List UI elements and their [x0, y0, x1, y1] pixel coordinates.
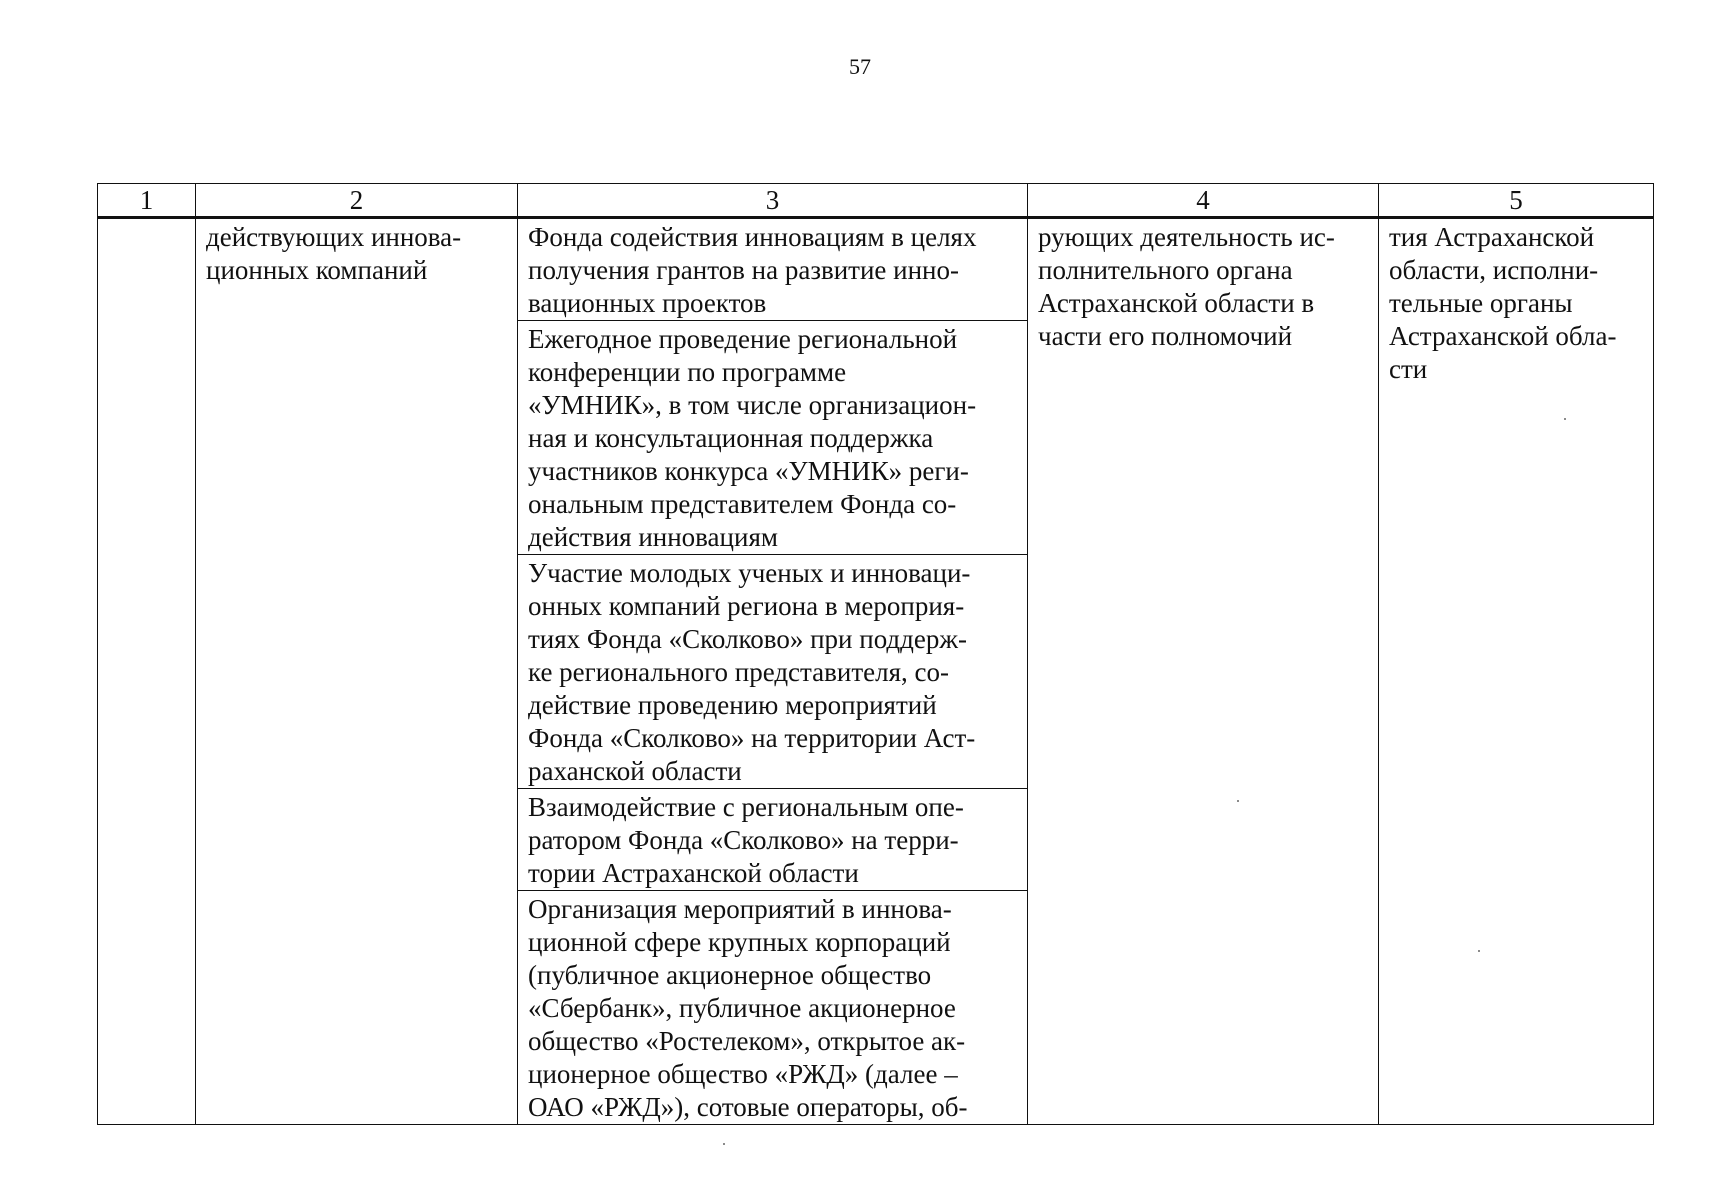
scan-speck [1478, 950, 1480, 952]
cell-col5-text: тия Астраханской области, исполни- тельные органы Астраханской обла- сти [1389, 222, 1617, 384]
cell-col3-item-3 [518, 555, 1028, 789]
cell-col3-item-1 [518, 218, 1028, 321]
cell-col3-item-2 [518, 321, 1028, 555]
document-table [97, 183, 1654, 1125]
cell-col4 [1028, 218, 1379, 1125]
scan-speck [1237, 800, 1239, 802]
table-header-row [98, 184, 1654, 218]
column-header-2: 2 [196, 184, 518, 218]
scan-speck [723, 1143, 725, 1145]
cell-col1 [98, 218, 196, 1125]
column-header-5: 5 [1379, 184, 1654, 218]
cell-col2 [196, 218, 518, 1125]
column-header-3: 3 [518, 184, 1028, 218]
event-text: Организация мероприятий в иннова- ционной сфере крупных корпораций (публичное акционерное общество «Сбербанк», публичное акционерное общество «Ростелеком», открытое ак- ционерное общество «РЖД» (далее – ОАО «РЖД»), сотовые операторы, об- [528, 894, 968, 1122]
cell-col2-text: действующих иннова- ционных компаний [206, 222, 462, 285]
cell-col5 [1379, 218, 1654, 1125]
event-text: Взаимодействие с региональным опе- ратором Фонда «Сколково» на терри- тории Астраханской области [528, 792, 964, 888]
scan-speck [1564, 418, 1566, 420]
event-text: Ежегодное проведение региональной конференции по программе «УМНИК», в том числе организацион- ная и консультационная поддержка участников конкурса «УМНИК» реги- ональным представителем Фонда со- действия инновациям [528, 324, 977, 552]
event-text: Фонда содействия инновациям в целях получения грантов на развитие инно- вационных проектов [528, 222, 977, 318]
table-row [98, 218, 1654, 321]
column-header-1: 1 [98, 184, 196, 218]
cell-col4-text: рующих деятельность ис- полнительного органа Астраханской области в части его полномочий [1038, 222, 1335, 351]
cell-col3-item-5 [518, 891, 1028, 1125]
column-header-4: 4 [1028, 184, 1379, 218]
cell-col3-item-4 [518, 789, 1028, 891]
page-number: 57 [849, 54, 871, 79]
event-text: Участие молодых ученых и инноваци- онных компаний региона в мероприя- тиях Фонда «Сколково» при поддерж- ке регионального представителя, со- действие проведению мероприятий Фонда «Сколково» на территории Аст- раханской области [528, 558, 976, 786]
